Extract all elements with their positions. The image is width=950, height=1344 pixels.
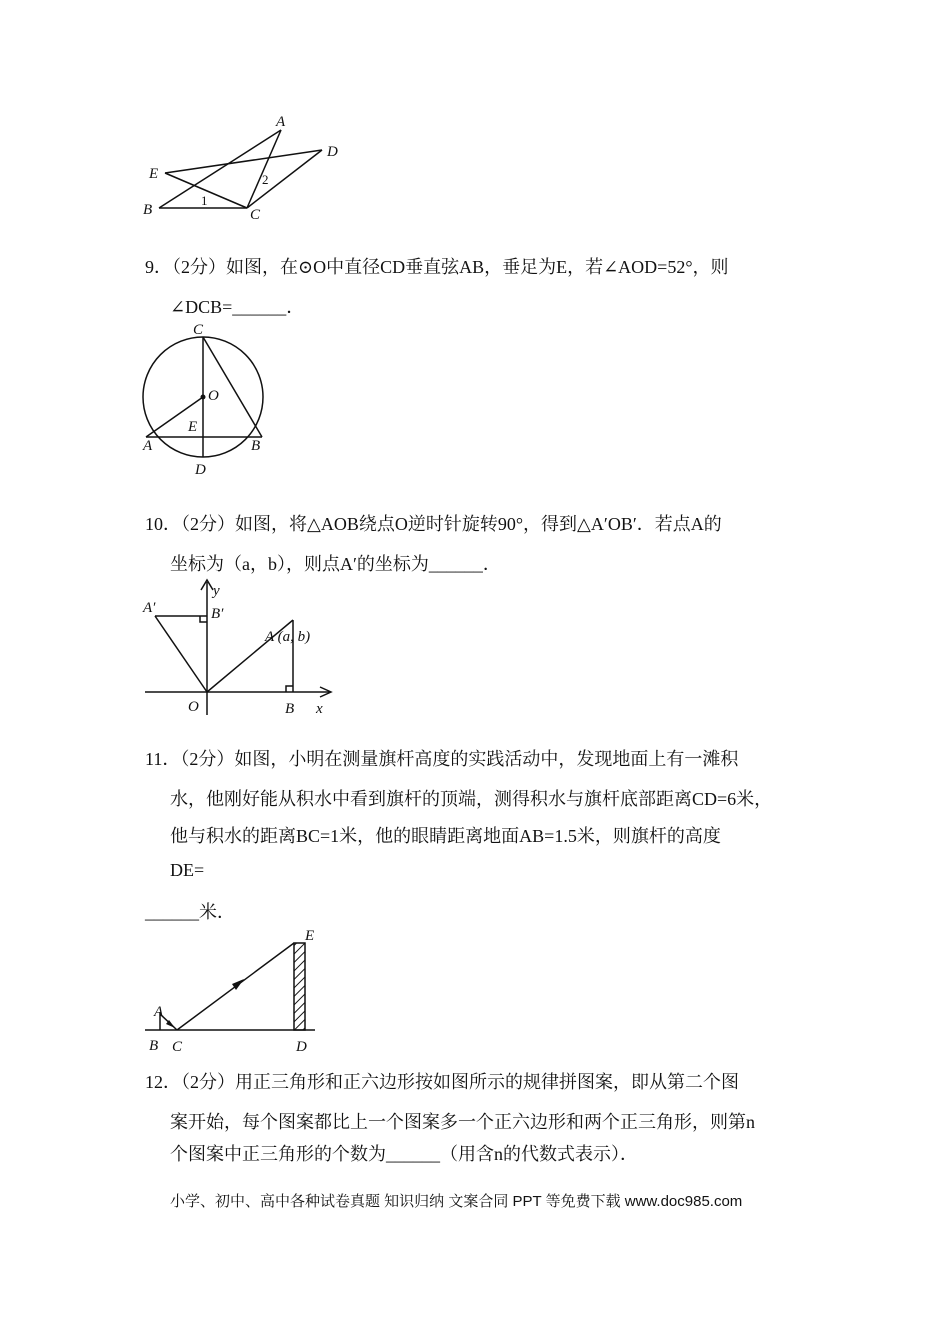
q11-line2: 水，他刚好能从积水中看到旗杆的顶端，测得积水与旗杆底部距离CD=6米， [170, 789, 773, 809]
svg-text:C: C [250, 207, 261, 223]
svg-text:B: B [143, 202, 153, 218]
footer-link[interactable]: 小学、初中、高中各种试卷真题 知识归纳 文案合同 PPT 等免费下载 www.doc985.com [170, 1193, 743, 1210]
svg-text:A: A [276, 114, 286, 130]
q12-line3: 个图案中正三角形的个数为______（用含n的代数式表示）． [170, 1144, 638, 1164]
q12-line2: 案开始，每个图案都比上一个图案多一个正六边形和两个正三角形，则第n [170, 1112, 755, 1132]
svg-text:A′: A′ [143, 600, 156, 616]
svg-text:O: O [188, 699, 199, 715]
svg-text:D: D [327, 144, 338, 160]
svg-text:B′: B′ [211, 606, 224, 622]
svg-text:2: 2 [262, 172, 269, 187]
svg-text:y: y [213, 583, 220, 599]
q10-line2: 坐标为（a，b），则点A′的坐标为______． [170, 554, 501, 574]
svg-text:1: 1 [201, 193, 208, 208]
q11-line4: DE= [170, 860, 205, 880]
svg-text:E: E [188, 419, 198, 435]
svg-text:x: x [316, 701, 323, 717]
svg-text:D: D [195, 462, 206, 478]
svg-text:C: C [193, 322, 204, 338]
svg-text:A: A [154, 1004, 164, 1020]
svg-text:B: B [251, 438, 261, 454]
svg-text:B: B [285, 701, 295, 717]
q10-line1: 10．（2分）如图，将△AOB绕点O逆时针旋转90°，得到△A′OB′．若点A的 [145, 514, 722, 534]
q9-line1: 9．（2分）如图，在⊙O中直径CD垂直弦AB，垂足为E，若∠AOD=52°，则 [145, 257, 729, 277]
svg-text:A (a, b): A (a, b) [265, 629, 311, 645]
svg-text:D: D [296, 1039, 307, 1055]
q12-line1: 12．（2分）用正三角形和正六边形按如图所示的规律拼图案，即从第二个图 [145, 1072, 739, 1092]
svg-text:O: O [208, 388, 219, 404]
q9-line2: ∠DCB=______． [170, 297, 305, 317]
svg-text:E: E [149, 166, 159, 182]
q11-line3: 他与积水的距离BC=1米，他的眼睛距离地面AB=1.5米，则旗杆的高度 [170, 826, 721, 846]
svg-text:E: E [305, 928, 315, 944]
q11-line5: ______米． [145, 902, 235, 922]
svg-text:A: A [143, 438, 153, 454]
svg-text:B: B [149, 1038, 159, 1054]
q11-line1: 11．（2分）如图，小明在测量旗杆高度的实践活动中，发现地面上有一滩积 [145, 749, 739, 769]
svg-text:C: C [172, 1039, 183, 1055]
